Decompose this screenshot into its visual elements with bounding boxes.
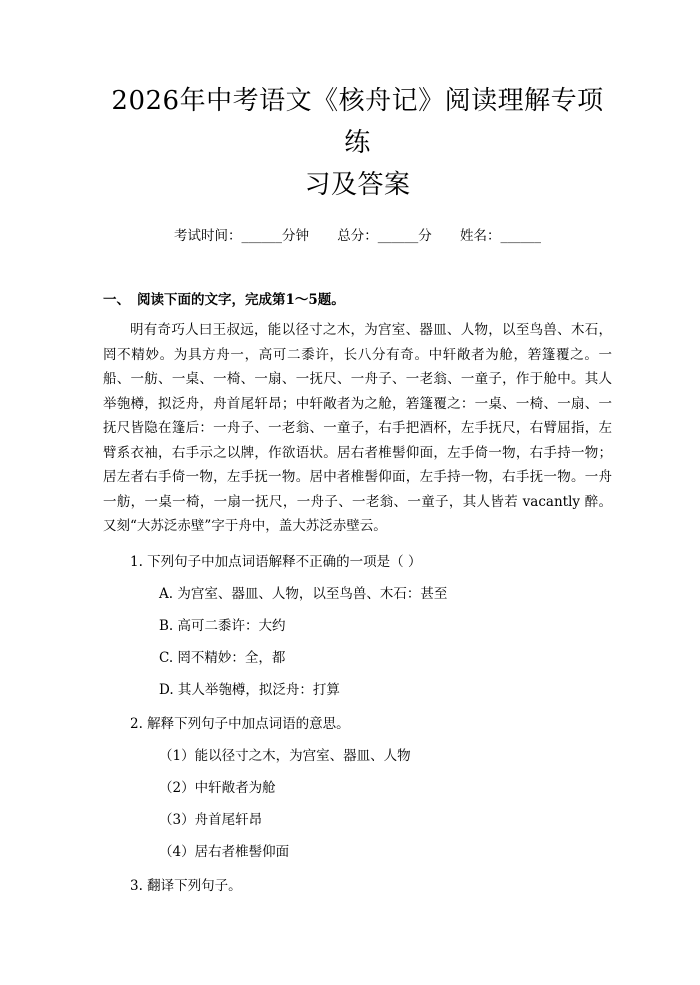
question-2-item-1: （1）能以径寸之木，为宫室、器皿、人物 (159, 747, 411, 764)
question-2-item-3: （3）舟首尾轩昂 (159, 811, 263, 828)
exam-time-field: 考试时间：______分钟 (173, 228, 309, 244)
student-name-field: 姓名：______ (460, 228, 542, 244)
document-title (103, 80, 612, 206)
section-heading (103, 290, 612, 310)
question-1-option-c: C. 罔不精妙：全，都 (159, 649, 286, 666)
exam-info (103, 226, 612, 246)
question-1: 1. 下列句子中加点词语解释不正确的一项是（ ） (130, 553, 422, 570)
document-page (0, 80, 700, 985)
section-heading-text: 阅读下面的文字，完成第1～5题。 (137, 292, 345, 308)
question-3: 3. 翻译下列句子。 (130, 877, 242, 894)
total-score-field: 总分：______分 (337, 228, 432, 244)
question-2-item-4: （4）居右者椎髻仰面 (159, 843, 290, 860)
question-1-option-b: B. 高可二黍许：大约 (159, 617, 286, 634)
question-2: 2. 解释下列句子中加点词语的意思。 (130, 715, 350, 732)
title-line-2: 习及答案 (304, 170, 411, 200)
question-2-item-2: （2）中轩敞者为舱 (159, 779, 276, 796)
section-number: 一、 (103, 292, 130, 308)
title-line-1: 2026年中考语文《核舟记》阅读理解专项练 (111, 86, 604, 158)
question-1-option-d: D. 其人举匏樽，拟泛舟：打算 (159, 681, 340, 698)
question-1-option-a: A. 为宫室、器皿、人物，以至鸟兽、木石：甚至 (159, 585, 448, 602)
reading-passage: 明有奇巧人曰王叔远，能以径寸之木，为宫室、器皿、人物，以至鸟兽、木石，罔不精妙。为具方舟一，高可二黍许，长八分有奇。中轩敞者为舱，箬篷覆之。一船、一舫、一桌、一椅、一扇、一抚尺、一舟子、一老翁、一童子，作于舱中。其人举匏樽，拟泛舟，舟首尾轩昂；中轩敞者为之舱，箬篷覆之：一桌、一椅、一扇、一抚尺皆隐在篷后：一舟子、一老翁、一童子，右手把酒杯，左手抚尺，右臂屈指，左臂系衣袖，右手示之以牌，作欲语状。居右者椎髻仰面，左手倚一物，右手持一物；居左者右手倚一物，左手抚一物。居中者椎髻仰面，左手持一物，右手抚一物。一舟一舫，一桌一椅，一扇一抚尺，一舟子、一老翁、一童子，其人皆若 vacantly 醉。又刻“大苏泛赤壁”字于舟中，盖大苏泛赤壁云。 (103, 322, 612, 534)
